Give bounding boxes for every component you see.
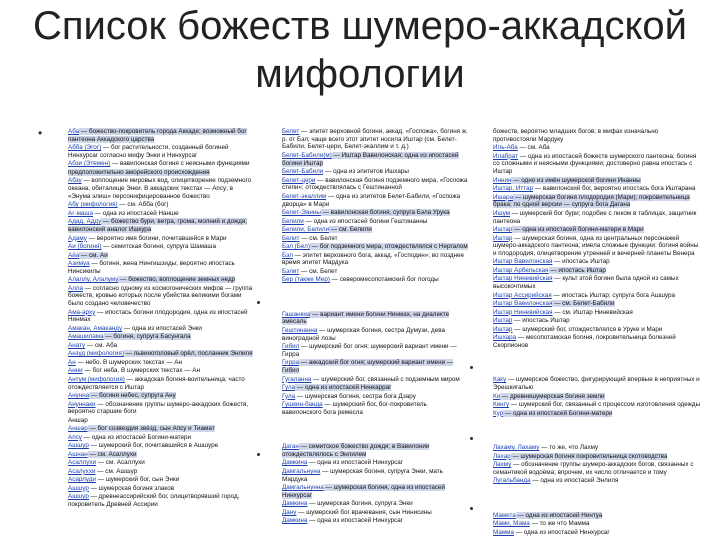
deity-name-link[interactable]: Аншар — [68, 425, 88, 433]
deity-entry — [68, 144, 254, 159]
deity-name-link[interactable]: Иштар Арбельская — [493, 266, 549, 274]
deity-name-link[interactable]: Кингу — [493, 401, 510, 409]
deity-entry — [493, 401, 703, 409]
deity-name-link[interactable]: Бэл (Бел) — [282, 243, 310, 251]
deity-entry — [282, 243, 468, 251]
deity-entry — [282, 359, 468, 374]
deity-entry — [493, 144, 703, 152]
deity-description: — см. Аи — [79, 251, 108, 259]
deity-name-link[interactable]: Кур — [493, 409, 504, 417]
deity-column-3 — [493, 128, 703, 540]
deity-description: — вариант имени богини Нинмах, на диалекте эмесаль — [282, 310, 450, 326]
deity-entry — [282, 384, 468, 392]
deity-name-link[interactable]: Гашанкиа — [282, 310, 311, 318]
deity-name-link[interactable]: Иштар — [493, 234, 513, 242]
deity-entry — [282, 209, 468, 217]
deity-description: — бог созвездия звёзд, сын Апсу и Тиамат — [87, 425, 215, 433]
deity-entry — [282, 268, 468, 276]
deity-entry — [68, 276, 254, 284]
column-gap — [282, 285, 468, 311]
deity-name-link[interactable]: Лахаму, Лахаму — [493, 444, 540, 452]
deity-description: — месопотамская богиня, покровительница болезней Скорпионов — [493, 334, 676, 349]
deity-name-link[interactable]: Гула — [282, 384, 296, 392]
deity-entry — [282, 500, 468, 508]
deity-entry — [493, 453, 703, 461]
deity-name-link[interactable]: Анату — [68, 341, 86, 349]
deity-description: — одна из ипостасей Богини-матери — [503, 409, 613, 417]
deity-entry — [68, 333, 254, 341]
deity-entry — [493, 529, 703, 537]
deity-entry — [282, 168, 468, 176]
deity-description: — шумерская богиня, сестра Думузи, дева виноградной лозы — [282, 326, 445, 342]
column-gap — [493, 418, 703, 444]
deity-description: — древнешумерская богиня земли — [500, 392, 605, 400]
deity-description: — божество-покровитель города Аккаде; возможный бог пантеона Аккадского царства — [68, 128, 247, 143]
deity-name-link[interactable]: Илабрат — [493, 152, 519, 160]
deity-name-link[interactable]: Азимуа — [68, 260, 90, 268]
deity-entry — [493, 410, 703, 418]
list-bullet: • — [38, 126, 43, 140]
deity-description: — то же что Мамма — [529, 520, 590, 528]
deity-name-link[interactable]: Дану — [282, 508, 297, 516]
deity-description: — ипостась богини плодородия, одна из ипостасей Нинмах — [68, 308, 248, 324]
deity-name-link[interactable]: Иштар Вавилонская — [493, 258, 553, 266]
deity-entry — [493, 520, 703, 528]
deity-description: — семитская богиня, супруга Шамаша — [101, 243, 216, 251]
deity-description: — см. Белили — [329, 226, 372, 234]
deity-entry — [493, 235, 703, 258]
deity-description: — см. Аба — [517, 144, 550, 152]
deity-name-link[interactable]: Гештинанна — [282, 326, 318, 334]
deity-description: — то же, что Лахму — [539, 444, 599, 452]
deity-entry — [282, 459, 468, 467]
deity-name-link[interactable]: Иштар Ниневийская — [493, 308, 553, 316]
slide-title-line-1: Список божеств шумеро-аккадской — [32, 4, 688, 48]
deity-description: — аккадский бог огня; шумерский вариант имени — Гибил — [282, 359, 454, 375]
deity-description: — шумерская богиня, супруга Энки — [307, 500, 413, 508]
deity-name-link[interactable]: Даган — [282, 443, 299, 451]
deity-entry — [68, 309, 254, 324]
deity-name-link[interactable]: Гирра — [282, 359, 300, 367]
deity-entry — [68, 285, 254, 308]
deity-description: — см. Иштар Ниневийская — [552, 308, 633, 316]
deity-name-link[interactable]: Амакан, Амаканду — [68, 324, 123, 332]
deity-entry — [68, 392, 254, 400]
deity-description: — шумерский бог, связанный с подземным миром — [311, 375, 460, 383]
deity-description: — эпитет верховного бога, аккад. «Господин»; во позднее время эпитет Мардука — [282, 251, 465, 267]
deity-description: — см. Асаллухи — [96, 459, 145, 467]
deity-description: — аккадская богиня-воительница; часто отождествляется с Иштар — [68, 375, 245, 391]
deity-description: — богиня небес, супруга Ану — [89, 392, 176, 400]
deity-entry — [493, 376, 703, 391]
deity-entry — [282, 484, 468, 499]
deity-description: — одна из ипостасей богини-матери в Мари — [512, 226, 644, 234]
deity-description: — богиня, жена Нингишзиды; вероятно ипостась Нинсикилы — [68, 260, 235, 275]
deity-name-link[interactable]: Аи (богиня) — [68, 243, 102, 251]
slide-title-line-2: мифологии — [255, 52, 465, 96]
deity-name-link[interactable]: Ашшур — [68, 442, 89, 450]
deity-entry — [493, 194, 703, 209]
deity-description: — одна из эпитетов Белет-Бабили, «Госпожа дворца» в Мари — [282, 192, 461, 208]
deity-name-link[interactable]: Антум (мифология) — [68, 375, 125, 383]
deity-description: — одна из ипостасей Нинкарраг — [295, 384, 392, 392]
deity-description: — вавилонская богиня, супруга Бэла Урука — [320, 209, 450, 217]
deity-name-link[interactable]: Абу (мифология) — [68, 201, 118, 209]
deity-name-link[interactable]: Ашшур — [68, 484, 89, 492]
deity-entry — [493, 128, 703, 143]
deity-entry — [493, 300, 703, 308]
deity-description: Аншар — [68, 416, 88, 424]
deity-name-link[interactable]: Белет-Бабили(м) — [282, 151, 332, 159]
deity-description: — вавилонская богиня с неясными функциями — [110, 160, 250, 168]
deity-name-link[interactable]: Анунна — [68, 392, 90, 400]
deity-name-link[interactable]: Каку — [493, 376, 507, 384]
deity-description: — ипостась Иштар — [512, 317, 570, 325]
deity-entry — [282, 152, 468, 167]
deity-entry — [68, 128, 254, 143]
deity-entry — [282, 376, 468, 384]
deity-description: божеств, вероятно младших богов; в мифах изначально противостояли Мардуку — [493, 128, 659, 143]
deity-name-link[interactable]: Бер (также Мер) — [282, 276, 330, 284]
deity-entry — [493, 326, 703, 334]
deity-name-link[interactable]: Аба — [68, 128, 80, 135]
column-gap — [282, 417, 468, 443]
deity-name-link[interactable]: Ишара — [493, 193, 514, 201]
deity-description: — воплощение мировых вод, олицетворение подземного океана, обиталище Энки. В аккадских текстах — Апсу; в «Энума элиш» персонифицированное божество — [68, 177, 252, 200]
deity-entry — [493, 334, 703, 349]
deity-name-link[interactable]: Асалуххи — [68, 467, 96, 475]
deity-entry — [68, 376, 254, 391]
deity-name-link[interactable]: Асаллухи — [68, 459, 97, 467]
deity-entry — [68, 434, 254, 442]
deity-description: — шумерский бог, сын Энки — [95, 476, 180, 484]
deity-description: — одна из ипостасей Нинхурсаг — [513, 528, 610, 536]
deity-description: — культ этой богини была одной из самых высокочтимых — [493, 275, 679, 291]
deity-entry — [282, 218, 468, 226]
deity-description: — Иштар Вавилонская; одна из ипостасей богини Иштар — [282, 151, 459, 167]
deity-description: — согласно одному из космогонических мифов — группа божеств, кровью которых после убийства великими богами было создано человечество — [68, 284, 253, 308]
deity-entry — [68, 442, 254, 450]
deity-name-link[interactable]: Белили, Белили — [282, 226, 330, 234]
deity-name-link[interactable]: Анни — [68, 367, 83, 375]
deity-name-link[interactable]: Абзу — [68, 177, 82, 185]
deity-description: — шумерский бог, отождествлялся в Уруке и Мари — [512, 325, 663, 333]
deity-entry — [493, 177, 703, 185]
deity-entry — [493, 309, 703, 317]
deity-description: — обозначение группы шумеро-аккадских богов, связанных с семантикой водоёма; впрочем, их число отличается и тому — [493, 461, 694, 476]
deity-column-1 — [68, 128, 254, 540]
column-gap — [493, 486, 703, 512]
deity-name-link[interactable]: Лахар — [493, 452, 511, 460]
deity-name-link[interactable]: Иштар — [493, 325, 513, 333]
deity-description: — небо. В шумерских текстах — Ан — [75, 358, 182, 366]
bullet-dot — [470, 366, 473, 369]
deity-name-link[interactable]: Гибил — [282, 343, 300, 351]
deity-entry — [68, 401, 254, 416]
deity-name-link[interactable]: Лахму — [493, 461, 512, 469]
deity-name-link[interactable]: Ануннаки — [68, 400, 96, 408]
bullet-dot — [470, 437, 473, 440]
deity-entry — [493, 477, 703, 485]
deity-description: — божество бури, ветра, грома, молний и дождя; вавилонский аналог Ишкура — [68, 218, 248, 234]
deity-entry — [282, 235, 468, 243]
deity-entry — [68, 468, 254, 476]
deity-name-link[interactable]: Гула — [282, 392, 296, 400]
deity-description: — одна из ипостасей Нинтуа — [515, 511, 603, 519]
deity-name-link[interactable]: Адаму — [68, 234, 87, 242]
deity-entry — [282, 393, 468, 401]
deity-description: — шумерская богиня, одна из ипостасей Нинхурсаг — [282, 484, 446, 499]
deity-entry — [493, 258, 703, 266]
deity-description: — шумерский бог бури; подобие с ликом в таблицах, защитник пантеона — [493, 209, 697, 225]
deity-entry — [282, 509, 468, 517]
deity-description: — одна из ипостасей Нинхурсаг — [307, 459, 404, 467]
deity-name-link[interactable]: Белет-Эанны — [282, 209, 321, 217]
deity-entry — [68, 493, 254, 508]
deity-description: — бог подземного мира, отождествлялся с Нергалом — [309, 243, 468, 251]
deity-description: — вероятно имя богини, почитавшейся в Мари — [86, 234, 227, 242]
deity-entry — [68, 260, 254, 275]
deity-name-link[interactable]: Анзуд (мифология) — [68, 350, 124, 358]
deity-description: — шумерский бог, почитавшийся в Ашшуре — [88, 442, 219, 450]
deity-name-link[interactable]: Ишум — [493, 209, 510, 217]
deity-entry — [493, 210, 703, 225]
deity-description: — шумерская богиня, супруга Энки, мать Мардука — [282, 467, 443, 483]
deity-entry — [282, 276, 468, 284]
deity-description: — львиноголовый орёл, посланник Энлиля — [123, 350, 253, 358]
deity-description: — одна из ипостасей Энлиля — [530, 477, 619, 485]
deity-name-link[interactable]: Ишхара — [493, 334, 517, 342]
deity-description: — см. Белет — [299, 234, 338, 242]
deity-entry — [282, 343, 468, 358]
deity-description: — шумерская богиня, сестра бога Дзару — [295, 392, 416, 400]
deity-entry — [282, 443, 468, 458]
deity-description: — шумерская богиня злаков — [88, 484, 175, 492]
deity-name-link[interactable]: Ан — [68, 358, 76, 366]
bullet-dot — [470, 507, 473, 510]
deity-name-link[interactable]: Бэл — [282, 251, 293, 259]
deity-name-link[interactable]: Ки — [493, 392, 501, 400]
deity-entry — [68, 417, 254, 425]
deity-entry — [493, 393, 703, 401]
deity-name-link[interactable]: Мами, Мама — [493, 520, 530, 528]
deity-entry — [282, 517, 468, 525]
deity-description: — см. Абба (бог) — [117, 201, 169, 209]
deity-entry — [68, 169, 254, 177]
deity-entry — [68, 359, 254, 367]
deity-description: — одна из ипостасей Богини-матери — [81, 433, 192, 441]
deity-name-link[interactable]: Апсу — [68, 433, 82, 441]
deity-description: — ипостась Иштар — [548, 266, 606, 274]
deity-name-link[interactable]: Иль-Аба — [493, 144, 518, 152]
deity-entry — [282, 193, 468, 208]
deity-description: — шумерское божество, фигурирующий впервые в неприятных и Эрешкигалью — [493, 376, 700, 392]
deity-name-link[interactable]: Ама-арху — [68, 308, 96, 316]
deity-entry — [68, 243, 254, 251]
deity-description: — одна из ипостасей божеств шумерского пантеона; богиня со сложными и неясными функциями; достоверно равна ипостась с Иштар — [493, 152, 697, 176]
deity-description: — одна из эпитетов Ишхары — [323, 168, 409, 176]
deity-description: — семитское божество дождя; в Вавилонии отождествлялось с Энлилем — [282, 443, 430, 458]
deity-description: — вавилонская богиня подземного мира, «Госпожа степи»; отождествлялась с Гештинанной — [282, 176, 468, 192]
deity-name-link[interactable]: Ашнан — [68, 450, 88, 458]
deity-entry — [493, 461, 703, 476]
deity-name-link[interactable]: Мамма — [493, 528, 514, 536]
deity-entry — [493, 512, 703, 520]
deity-entry — [493, 275, 703, 290]
deity-description: — шумерский бог, связанный с процессом изготовления одежды — [509, 401, 701, 409]
deity-entry — [282, 128, 468, 151]
deity-entry — [68, 367, 254, 375]
deity-entry — [68, 342, 254, 350]
deity-entry — [68, 425, 254, 433]
deity-name-link[interactable]: Белет-цери — [282, 176, 316, 184]
deity-description: — одна из ипостасей Нинхурсаг — [307, 517, 404, 525]
deity-name-link[interactable]: Иштар Ассирийская — [493, 291, 552, 299]
deity-column-2 — [282, 128, 468, 540]
deity-entry — [68, 459, 254, 467]
deity-name-link[interactable]: Белет-Бабили — [282, 168, 324, 176]
deity-name-link[interactable]: Алаллу, Алалуму — [68, 276, 119, 284]
deity-name-link[interactable]: Белили — [282, 217, 304, 225]
deity-entry — [493, 185, 703, 193]
deity-name-link[interactable]: Белет — [282, 128, 300, 135]
deity-entry — [68, 235, 254, 243]
deity-entry — [68, 252, 254, 260]
deity-description: — божество, воплощение земных недр — [118, 276, 236, 284]
deity-name-link[interactable]: Абба (Эгог) — [68, 144, 102, 152]
deity-description: — ипостась Иштар; супруга бога Ашшура — [551, 291, 676, 299]
deity-description: — шумерский бог огня; шумерский вариант имени — Гирра — [282, 343, 457, 358]
deity-description: — бог неба. В шумерских текстах — Ан — [82, 367, 200, 375]
deity-entry — [493, 292, 703, 300]
deity-name-link[interactable]: Дамгальнунна — [282, 484, 324, 492]
deity-entry — [68, 485, 254, 493]
deity-entry — [68, 177, 254, 200]
deity-name-link[interactable]: Ашшур — [68, 493, 89, 501]
deity-description: — шумерская богиня, одна из центральных персонажей шумеро-аккадского пантеона; имела сложные функции: богиня войны и плодородия, олицетворение утренней и вечерней планеты Венера — [493, 234, 699, 257]
deity-name-link[interactable]: Асарлуди — [68, 476, 96, 484]
deity-name-link[interactable]: Иштар — [493, 226, 513, 234]
deity-name-link[interactable]: Дамкина — [282, 517, 308, 525]
deity-description: — ипостась Иштар — [552, 258, 610, 266]
deity-entry — [282, 311, 468, 326]
bullet-dot — [257, 301, 260, 304]
deity-description: — богиня, супруга Басунгала — [103, 333, 191, 341]
deity-name-link[interactable]: Белит — [282, 234, 300, 242]
slide-title — [0, 2, 720, 98]
deity-description: — эпитет верховной богини, аккад. «Госпожа», богиня ж. р. от Бэл; чаще всего этот эпитет носила Иштар (см. Белет-Бабили, Белет-цери, Белет-экаллим и т. д.) — [282, 128, 468, 151]
deity-name-link[interactable]: Гугаланна — [282, 375, 312, 383]
deity-entry — [282, 177, 468, 192]
deity-entry — [68, 325, 254, 333]
column-gap — [493, 350, 703, 376]
deity-entry — [493, 444, 703, 452]
deity-name-link[interactable]: Иштар, Иттар — [493, 185, 534, 193]
deity-entry — [68, 218, 254, 233]
deity-description: — см. Аба — [85, 341, 118, 349]
deity-description: — см. Ашшур — [95, 467, 138, 475]
deity-name-link[interactable]: Амашилама — [68, 333, 104, 341]
deity-entry — [68, 476, 254, 484]
deity-description: — шумерская богиня покровительница скотоводства — [510, 452, 668, 460]
deity-name-link[interactable]: Иштар — [493, 317, 513, 325]
deity-name-link[interactable]: Адад, Адду — [68, 218, 102, 226]
deity-description: — шумерский бог, бог-покровитель вавилонского бога ремесла — [282, 401, 427, 416]
deity-description: — см. Белет-Бабили — [552, 300, 615, 308]
deity-description: — одна из ипостасей Нанше — [92, 209, 179, 217]
deity-name-link[interactable]: Иштар Ниневийская — [493, 275, 553, 283]
bullet-dot — [257, 453, 260, 456]
deity-entry — [68, 350, 254, 358]
deity-name-link[interactable]: Аг-маша — [68, 209, 93, 217]
deity-name-link[interactable]: Иштар Вавилонская — [493, 300, 553, 308]
deity-entry — [68, 210, 254, 218]
deity-name-link[interactable]: Бэлит — [282, 267, 300, 275]
deity-entry — [493, 153, 703, 176]
deity-description: — одна из ипостасей Энки — [122, 324, 202, 332]
deity-description: — одно из имён шумерской богини Инанны — [511, 176, 641, 184]
deity-entry — [493, 267, 703, 275]
deity-name-link[interactable]: Дамгальнуна — [282, 467, 321, 475]
deity-description: — см. Асаллухи — [87, 450, 137, 458]
deity-description: — северомесопотамский бог погоды — [329, 276, 439, 284]
deity-name-link[interactable]: Мамета — [493, 511, 516, 519]
deity-description: — шумерская богиня плодородия (Мари); покровительница брака; по одной версии — супруга бога Даганa — [493, 193, 690, 209]
deity-description: — вавилонский бог, вероятно ипостась бога Иштарана — [533, 185, 696, 193]
deity-name-link[interactable]: Абзи (Этемен) — [68, 160, 111, 168]
deity-name-link[interactable]: Белет-экаллим — [282, 192, 327, 200]
deity-entry — [282, 327, 468, 342]
deity-entry — [282, 252, 468, 267]
deity-entry — [68, 451, 254, 459]
deity-description: — бог растительности, созданный богиней Нинхурсаг согласно мифу Энки и Нинхурсаг — [68, 144, 229, 159]
deity-name-link[interactable]: Айа — [68, 251, 80, 259]
deity-description: — одна из ипостасей богини Гештинанны — [303, 217, 428, 225]
deity-name-link[interactable]: Дамкина — [282, 459, 308, 467]
deity-entry — [68, 201, 254, 209]
deity-description: — шумерский бог врачевания, сын Нинисины — [296, 508, 432, 516]
deity-entry — [282, 468, 468, 483]
deity-entry — [282, 401, 468, 416]
deity-description: — см. Белет — [299, 267, 338, 275]
deity-entry — [68, 160, 254, 168]
deity-entry — [493, 317, 703, 325]
deity-entry — [282, 226, 468, 234]
deity-name-link[interactable]: Дамкина — [282, 500, 308, 508]
deity-description: — древнеассирийский бог, олицетворявший город, покровитель Древней Ассирии — [68, 493, 240, 508]
deity-entry — [493, 226, 703, 234]
deity-name-link[interactable]: Лугальбанда — [493, 477, 531, 485]
deity-name-link[interactable]: Алла — [68, 284, 84, 292]
deity-description: предположительно аморейского происхождения — [68, 168, 210, 176]
deity-description: — обозначение группы шумеро-аккадских божеств, вероятно старшие боги — [68, 400, 249, 416]
deity-name-link[interactable]: Иннин — [493, 176, 512, 184]
deity-name-link[interactable]: Гушкин-банда — [282, 401, 323, 409]
